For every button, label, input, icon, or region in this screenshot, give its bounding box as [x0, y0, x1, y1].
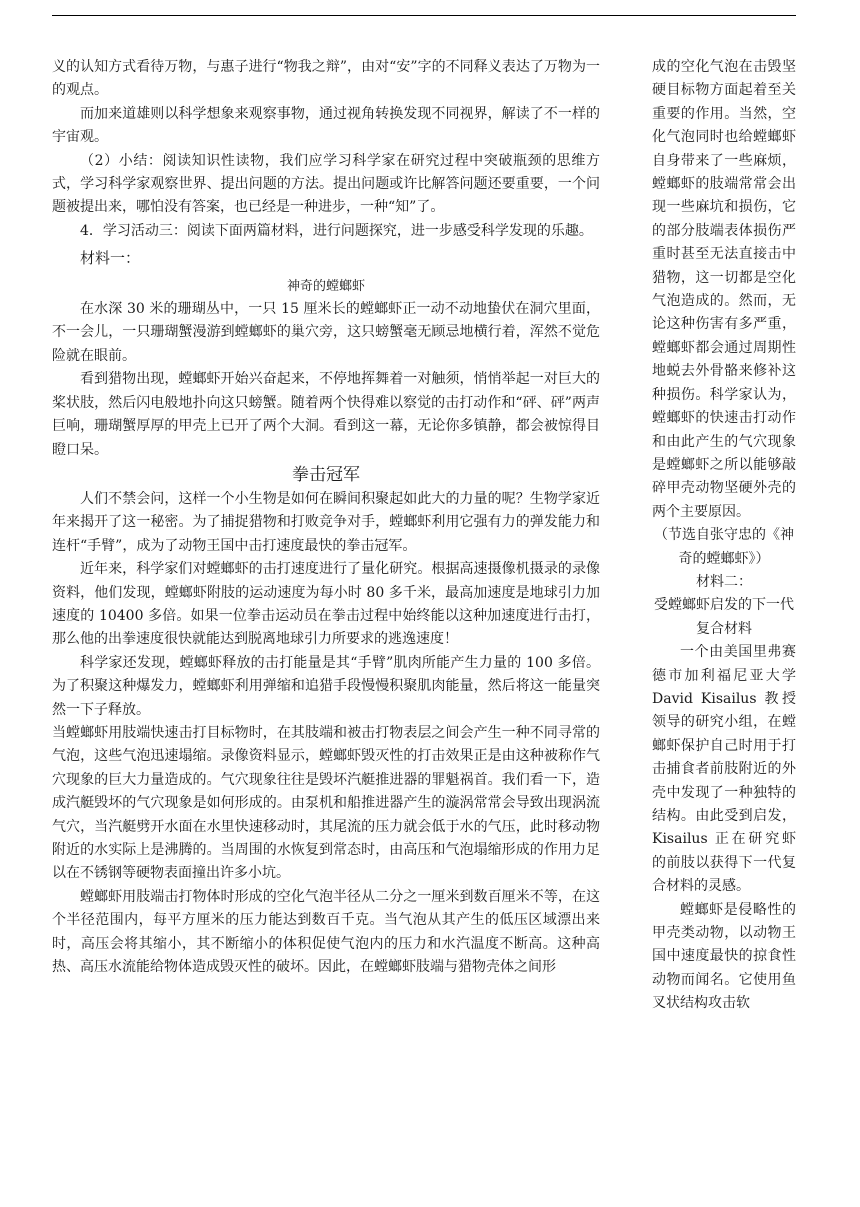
summary-paragraph: （2）小结：阅读知识性读物，我们应学习科学家在研究过程中突破瓶颈的思维方式，学习科学家观察世界、提出问题的方法。提出问题或许比解答问题还要重要，一个问题被提出来，哪怕没有答案，也已经是一种进步，一种“知”了。 [52, 152, 600, 216]
paragraph: 义的认知方式看待万物，与惠子进行“物我之辩”，由对“安”字的不同释义表达了万物为一的观点。 [52, 59, 600, 99]
paragraph: 成的空化气泡在击毁坚硬目标物方面起着至关重要的作用。当然，空化气泡同时也给螳螂虾自身带来了一些麻烦，螳螂虾的肢端常常会出现一些麻坑和损伤，它的部分肢端表体损伤严重时甚至无法直接击中猎物，这一切都是空化气泡造成的。然而，无论这种伤害有多严重，螳螂虾都会通过周期性地蜕去外骨骼来修补这种损伤。科学家认为，螳螂虾的快速击打动作和由此产生的气穴现象是螳螂虾之所以能够敲碎甲壳动物坚硬外壳的两个主要原因。 [652, 59, 796, 520]
paragraph: 在水深 30 米的珊瑚丛中，一只 15 厘米长的螳螂虾正一动不动地蛰伏在洞穴里面，不一会儿，一只珊瑚蟹漫游到螳螂虾的巢穴旁，这只螃蟹毫无顾忌地横行着，浑然不觉危险就在眼前。 [52, 301, 600, 364]
paragraph: 人们不禁会问，这样一个小生物是如何在瞬间积聚起如此大的力量的呢？生物学家近年来揭开了这一秘密。为了捕捉猎物和打败竞争对手，螳螂虾利用它强有力的弹发能力和连杆“手臂”，成为了动物王国中击打速度最快的拳击冠军。 [52, 490, 600, 554]
activity-paragraph: 4．学习活动三：阅读下面两篇材料，进行问题探究，进一步感受科学发现的乐趣。 [80, 222, 593, 239]
paragraph: 近年来，科学家们对螳螂虾的击打速度进行了量化研究。根据高速摄像机摄录的录像资料，他们发现，螳螂虾附肢的运动速度为每小时 80 多千米，最高加速度是地球引力加速度的 10400 多倍。如果一位拳击运动员在拳击过程中始终能以这种加速度进行击打，那么他的出拳速度很快就能达到脱离地球引力所要求的逃逸速度！ [52, 561, 600, 648]
source-citation: （节选自张守忠的《神奇的螳螂虾》） [654, 527, 794, 567]
paragraph: 而加来道雄则以科学想象来观察事物，通过视角转换发现不同视界，解读了不一样的宇宙观。 [52, 105, 600, 146]
paragraph: 一个由美国里弗赛德市加利福尼亚大学 David Kisailus 教授领导的研究小组，在螳螂虾保护自己时用于打击捕食者前肢附近的外壳中发现了一种独特的结构。由此受到启发，Kisailus 正在研究虾的前肢以获得下一代复合材料的灵感。 [652, 644, 796, 895]
paragraph: 科学家还发现，螳螂虾释放的击打能量是其“手臂”肌肉所能产生力量的 100 多倍。为了积聚这种爆发力，螳螂虾利用弹缩和追猎手段慢慢积聚肌肉能量，然后将这一能量突然一下子释放。 [52, 654, 600, 718]
material-two-title: 受螳螂虾启发的下一代复合材料 [654, 597, 794, 637]
section-title: 拳击冠军 [292, 464, 360, 485]
paragraph: 看到猎物出现，螳螂虾开始兴奋起来，不停地挥舞着一对触须，悄悄举起一对巨大的桨状肢，然后闪电般地扑向这只螃蟹。随着两个快得难以察觉的击打动作和“砰、砰”两声巨响，珊瑚蟹厚厚的甲壳上已开了两个大洞。看到这一幕，无论你多镇静，都会被惊得目瞪口呆。 [52, 371, 600, 458]
paragraph: 螳螂虾是侵略性的甲壳类动物，以动物王国中速度最快的掠食性动物而闻名。它使用鱼叉状结构攻击软 [652, 901, 796, 1012]
material-one-title: 神奇的螳螂虾 [286, 278, 365, 294]
side-column [652, 56, 796, 1016]
paragraph: 当螳螂虾用肢端快速击打目标物时，在其肢端和被击打物表层之间会产生一种不同寻常的气泡，这些气泡迅速塌缩。录像资料显示，螳螂虾毁灭性的打击效果正是由这种被称作气穴现象的巨大力量造成的。气穴现象往往是毁坏汽艇推进器的罪魁祸首。我们看一下，造成汽艇毁坏的气穴现象是如何形成的。由泵机和船推进器产生的漩涡常常会导致出现涡流气穴，当汽艇劈开水面在水里快速移动时，其尾流的压力就会低于水的气压，此时移动物附近的水实际上是沸腾的。当周围的水恢复到常态时，由高压和气泡塌缩形成的作用力足以在不锈钢等硬物表面撞出许多小坑。 [52, 724, 600, 882]
material-two-label: 材料二： [696, 573, 752, 590]
header-rule [52, 15, 796, 16]
main-column [52, 56, 600, 979]
material-one-label: 材料一： [80, 249, 141, 268]
paragraph: 螳螂虾用肢端击打物体时形成的空化气泡半径从二分之一厘米到数百厘米不等，在这个半径范围内，每平方厘米的压力能达到数百千克。当气泡从其产生的低压区域漂出来时，高压会将其缩小，其不断缩小的体积促使气泡内的压力和水汽温度不断高。这种高热、高压水流能给物体造成毁灭性的破坏。因此，在螳螂虾肢端与猎物壳体之间形 [52, 888, 600, 976]
